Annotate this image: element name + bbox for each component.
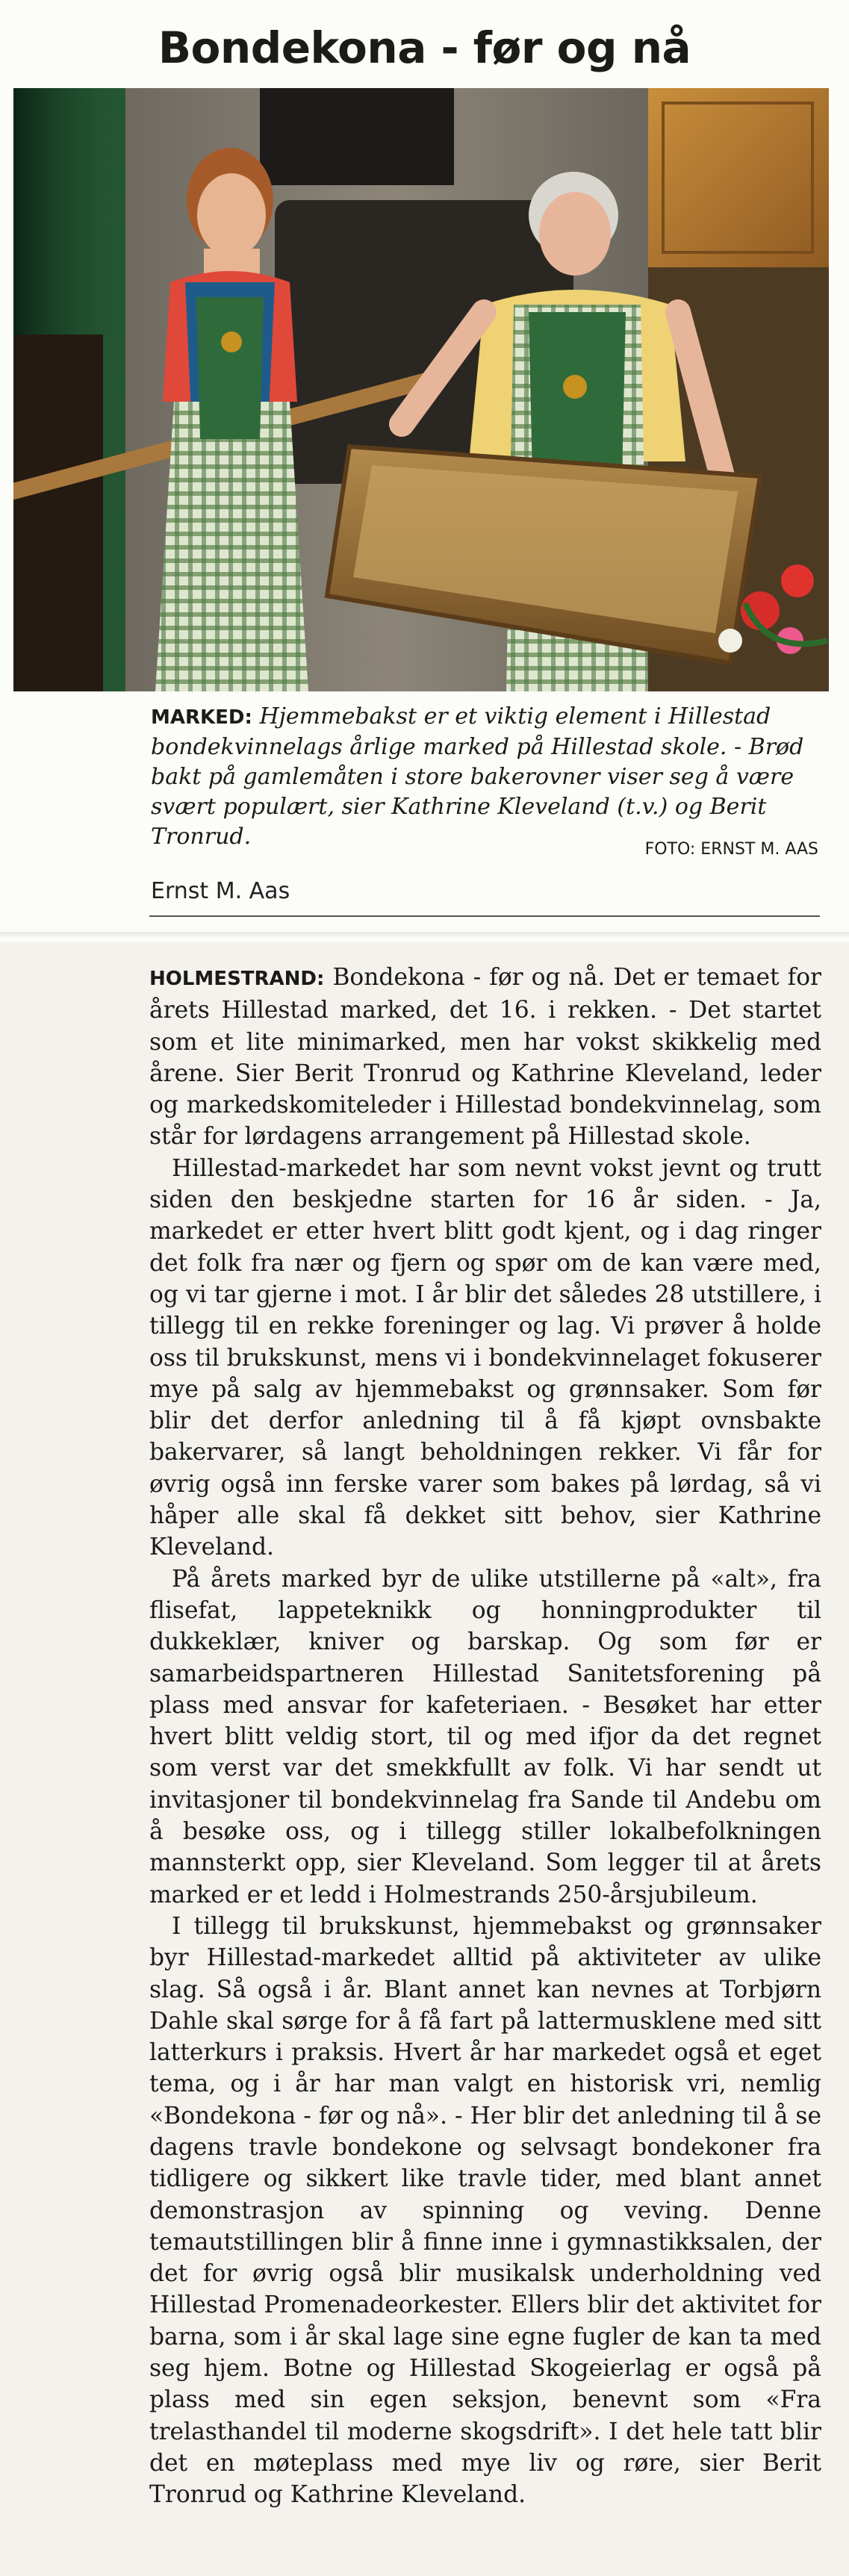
paragraph-3: På årets marked byr de ulike utstillerne på «alt», fra flisefat, lappeteknikk og honningprodukter til dukkeklær, kniver og barskap. Og som før er samarbeidspartneren Hillestad Sanitetsforening på plass med ansvar for kafeteriaen. - Besøket har etter hvert blitt veldig stort, til og med ifjor da det regnet som verst var det smekkfullt av folk. Vi har sendt ut invitasjoner til bondekvinnelag fra Sande til Andebu om å besøke oss, og i tillegg stiller lokalbefolkningen mannsterkt opp, sier Kleveland. Som legger til at årets marked er et ledd i Holmestrands 250-årsjubileum. bbox=[149, 1565, 821, 1908]
article-body bbox=[149, 962, 821, 2511]
headline: Bondekona - før og nå bbox=[158, 22, 691, 73]
caption-lead: MARKED: bbox=[151, 706, 252, 729]
paragraph-1 bbox=[149, 962, 821, 1153]
paragraph-4: I tillegg til brukskunst, hjemmebakst og grønnsaker byr Hillestad-markedet alltid på aktiviteter av ulike slag. Så også i år. Blant annet kan nevnes at Torbjørn Dahle skal sørge for å få fart på lattermusklene med sitt latterkurs i praksis. Hvert år har markedet også et eget tema, og i år har man valgt en historisk vri, nemlig «Bondekona - før og nå». - Her blir det anledning til å se dagens travle bondekone og selvsagt bondekoner fra tidligere og sikkert like travle tider, med blant annet demonstrasjon av spinning og veving. Denne temautstillingen blir å finne inne i gymnastikksalen, der det for øvrig også blir musikalsk underholdning ved Hillestad Promenadeorkester. Ellers blir det aktivitet for barna, som i år skal lage sine egne fugler de kan ta med seg hjem. Botne og Hillestad Skogeierlag er også på plass med sin egen seksjon, benevnt som «Fra trelasthandel til moderne skogsdrift». I det hele tatt blir det en møteplass med mye liv og røre, sier Berit Tronrud og Kathrine Kleveland. bbox=[149, 1912, 821, 2509]
caption-text: Hjemmebakst er et viktig element i Hillestad bondekvinnelags årlige marked på Hillestad skole. - Brød bakt på gamlemåten i store bakerovner viser seg å være svært populært, sier Kathrine Kleveland (t.v.) og Berit Tronrud. bbox=[151, 703, 804, 850]
photo-caption bbox=[151, 702, 818, 859]
dateline: HOLMESTRAND: bbox=[149, 968, 325, 990]
paragraph-1-text: Bondekona - før og nå. Det er temaet for årets Hillestad marked, det 16. i rekken. - Det startet som et lite minimarked, men har vokst skikkelig med årene. Sier Berit Tronrud og Kathrine Kleveland, leder og markedskomiteleder i Hillestad bondekvinnelag, som står for lørdagens arrangement på Hillestad skole. bbox=[149, 964, 821, 1151]
clipping-seam bbox=[0, 932, 849, 945]
photo-illustration bbox=[13, 88, 829, 691]
paragraph-2: Hillestad-markedet har som nevnt vokst jevnt og trutt siden den beskjedne starten for 16 år siden. - Ja, markedet er etter hvert blitt godt kjent, og i dag ringer det folk fra nær og fjern og spør om de kan være med, og vi tar gjerne i mot. I år blir det således 28 utstillere, i tillegg til en rekke foreninger og lag. Vi prøver å holde oss til brukskunst, mens vi i bondekvinnelaget fokuserer mye på salg av hjemmebakst og grønnsaker. Som før blir det derfor anledning til å få kjøpt ovnsbakte bakervarer, så langt beholdningen rekker. Vi får for øvrig også inn ferske varer som bakes på lørdag, så vi håper alle skal få dekket sitt behov, sier Kathrine Kleveland. bbox=[149, 1154, 821, 1561]
article-photo bbox=[13, 88, 829, 691]
byline: Ernst M. Aas bbox=[151, 878, 290, 904]
byline-rule bbox=[149, 915, 820, 917]
photo-credit: FOTO: ERNST M. AAS bbox=[644, 840, 818, 859]
